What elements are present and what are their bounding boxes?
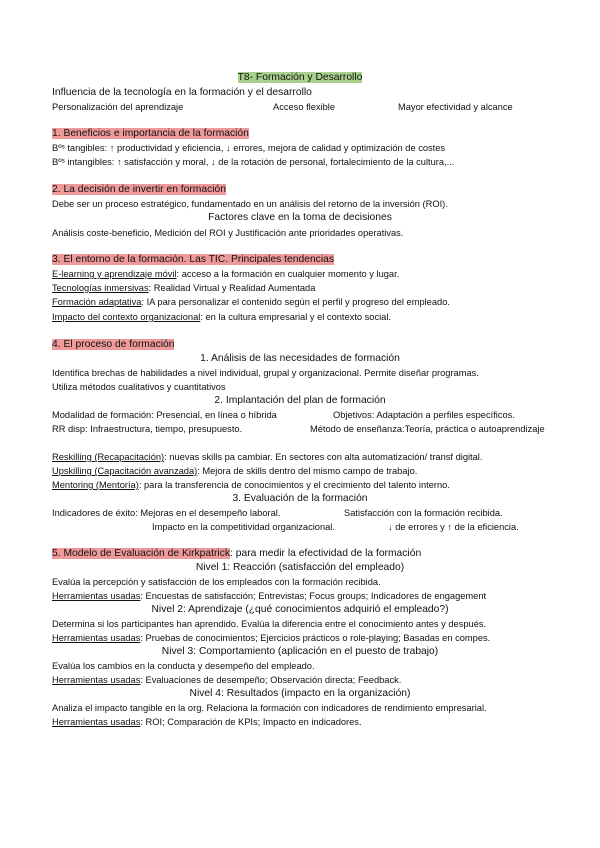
level-title: Nivel 4: Resultados (impacto en la organización) — [189, 688, 411, 699]
term-desc: : Realidad Virtual y Realidad Aumentada — [148, 283, 316, 293]
section-1-heading-row — [52, 128, 249, 140]
list-item — [52, 296, 450, 308]
term: Formación adaptativa — [52, 297, 142, 307]
tools-list: : Evaluaciones de desempeño; Observación directa; Feedback. — [140, 675, 402, 685]
section-4-line: Modalidad de formación: Presencial, en línea o híbrida — [52, 410, 277, 420]
section-4-line: ↓ de errores y ↑ de la eficiencia. — [388, 522, 519, 532]
section-4-subheading: 1. Análisis de las necesidades de formación — [200, 353, 400, 364]
term: E-learning y aprendizaje móvil — [52, 269, 177, 279]
level-tools — [52, 716, 362, 728]
term-desc: : nuevas skills pa cambiar. En sectores con alta automatización/ transf digital. — [164, 452, 483, 462]
term-desc: : acceso a la formación en cualquier momento y lugar. — [176, 269, 400, 279]
intro-line: Influencia de la tecnología en la formación y el desarrollo — [52, 87, 312, 98]
term: Mentoring (Mentoría) — [52, 480, 139, 490]
section-4-subheading: 2. Implantación del plan de formación — [214, 395, 386, 406]
term-desc: : en la cultura empresarial y el contexto social. — [200, 312, 392, 322]
section-4-line: Identifica brechas de habilidades a nivel individual, grupal y organizacional. Permite diseñar programas. — [52, 368, 479, 378]
list-item — [52, 465, 417, 477]
level-title: Nivel 1: Reacción (satisfacción del empleado) — [195, 562, 405, 573]
section-4-line: Utiliza métodos cualitativos y cuantitativos — [52, 382, 226, 392]
section-1-line: Bºˢ intangibles: ↑ satisfacción y moral, ↓ de la rotación de personal, fortalecimiento de la cultura,... — [52, 157, 455, 167]
page-title: T8- Formación y Desarrollo — [237, 72, 363, 83]
level-desc: Analiza el impacto tangible en la org. Relaciona la formación con indicadores de rendimiento empresarial. — [52, 703, 487, 713]
level-desc: Evalúa la percepción y satisfacción de los empleados con la formación recibida. — [52, 577, 381, 587]
section-4-line: Indicadores de éxito: Mejoras en el desempeño laboral. — [52, 508, 281, 518]
intro-item-2: Acceso flexible — [273, 102, 336, 112]
section-2-heading: 2. La decisión de invertir en formación — [52, 184, 226, 195]
section-4-subheading: 3. Evaluación de la formación — [232, 493, 368, 504]
term: Impacto del contexto organizacional — [52, 312, 201, 322]
level-tools — [52, 674, 401, 686]
list-item — [52, 268, 399, 280]
tools-label: Herramientas usadas — [52, 717, 141, 727]
section-2-line: Debe ser un proceso estratégico, fundamentado en un análisis del retorno de la inversión (ROI). — [52, 199, 448, 209]
section-4-line: RR disp: Infraestructura, tiempo, presupuesto. — [52, 424, 243, 434]
section-3-heading: 3. El entorno de la formación. Las TIC. Principales tendencias — [52, 254, 334, 265]
intro-item-3: Mayor efectividad y alcance — [398, 102, 513, 112]
section-1-line: Bºˢ tangibles: ↑ productividad y eficiencia, ↓ errores, mejora de calidad y optimización de costes — [52, 143, 446, 153]
tools-list: : ROI; Comparación de KPIs; Impacto en indicadores. — [140, 717, 362, 727]
term: Reskilling (Recapacitación) — [52, 452, 165, 462]
term: Tecnologías inmersivas — [52, 283, 149, 293]
section-5-heading-tail: : para medir la efectividad de la formación — [230, 548, 422, 559]
section-3-heading-row — [52, 254, 334, 266]
level-title: Nivel 2: Aprendizaje (¿qué conocimientos adquirió el empleado?) — [151, 604, 449, 615]
section-4-heading: 4. El proceso de formación — [52, 339, 175, 350]
section-4-line: Método de enseñanza:Teoría, práctica o autoaprendizaje — [310, 424, 545, 434]
list-item — [52, 451, 482, 463]
section-4-line: Objetivos: Adaptación a perfiles específicos. — [333, 410, 515, 420]
section-5-heading: 5. Modelo de Evaluación de Kirkpatrick — [52, 548, 231, 559]
level-title: Nivel 3: Comportamiento (aplicación en el puesto de trabajo) — [161, 646, 439, 657]
tools-list: : Pruebas de conocimientos; Ejercicios prácticos o role-playing; Basadas en compes. — [140, 633, 491, 643]
list-item — [52, 311, 391, 323]
section-5-heading-row — [52, 548, 421, 560]
page-title-row — [0, 72, 600, 84]
section-2-line: Análisis coste-beneficio, Medición del ROI y Justificación ante prioridades operativas. — [52, 228, 404, 238]
list-item — [52, 282, 315, 294]
section-2-heading-row — [52, 184, 226, 196]
tools-label: Herramientas usadas — [52, 591, 141, 601]
section-4-line: Impacto en la competitividad organizacional. — [152, 522, 335, 532]
list-item — [52, 479, 450, 491]
term-desc: : IA para personalizar el contenido según el perfil y progreso del empleado. — [141, 297, 450, 307]
tools-label: Herramientas usadas — [52, 633, 141, 643]
level-tools — [52, 590, 486, 602]
level-tools — [52, 632, 490, 644]
intro-item-1: Personalización del aprendizaje — [52, 102, 184, 112]
level-desc: Evalúa los cambios en la conducta y desempeño del empleado. — [52, 661, 315, 671]
section-4-heading-row — [52, 339, 174, 351]
term-desc: : Mejora de skills dentro del mismo campo de trabajo. — [197, 466, 418, 476]
tools-list: : Encuestas de satisfacción; Entrevistas; Focus groups; Indicadores de engagement — [140, 591, 487, 601]
level-desc: Determina si los participantes han aprendido. Evalúa la diferencia entre el conocimiento antes y después. — [52, 619, 487, 629]
term-desc: : para la transferencia de conocimientos y el crecimiento del talento interno. — [138, 480, 450, 490]
section-4-line: Satisfacción con la formación recibida. — [344, 508, 503, 518]
section-1-heading: 1. Beneficios e importancia de la formación — [52, 128, 249, 139]
section-2-subheading: Factores clave en la toma de decisiones — [208, 212, 392, 223]
term: Upskilling (Capacitación avanzada) — [52, 466, 198, 476]
tools-label: Herramientas usadas — [52, 675, 141, 685]
